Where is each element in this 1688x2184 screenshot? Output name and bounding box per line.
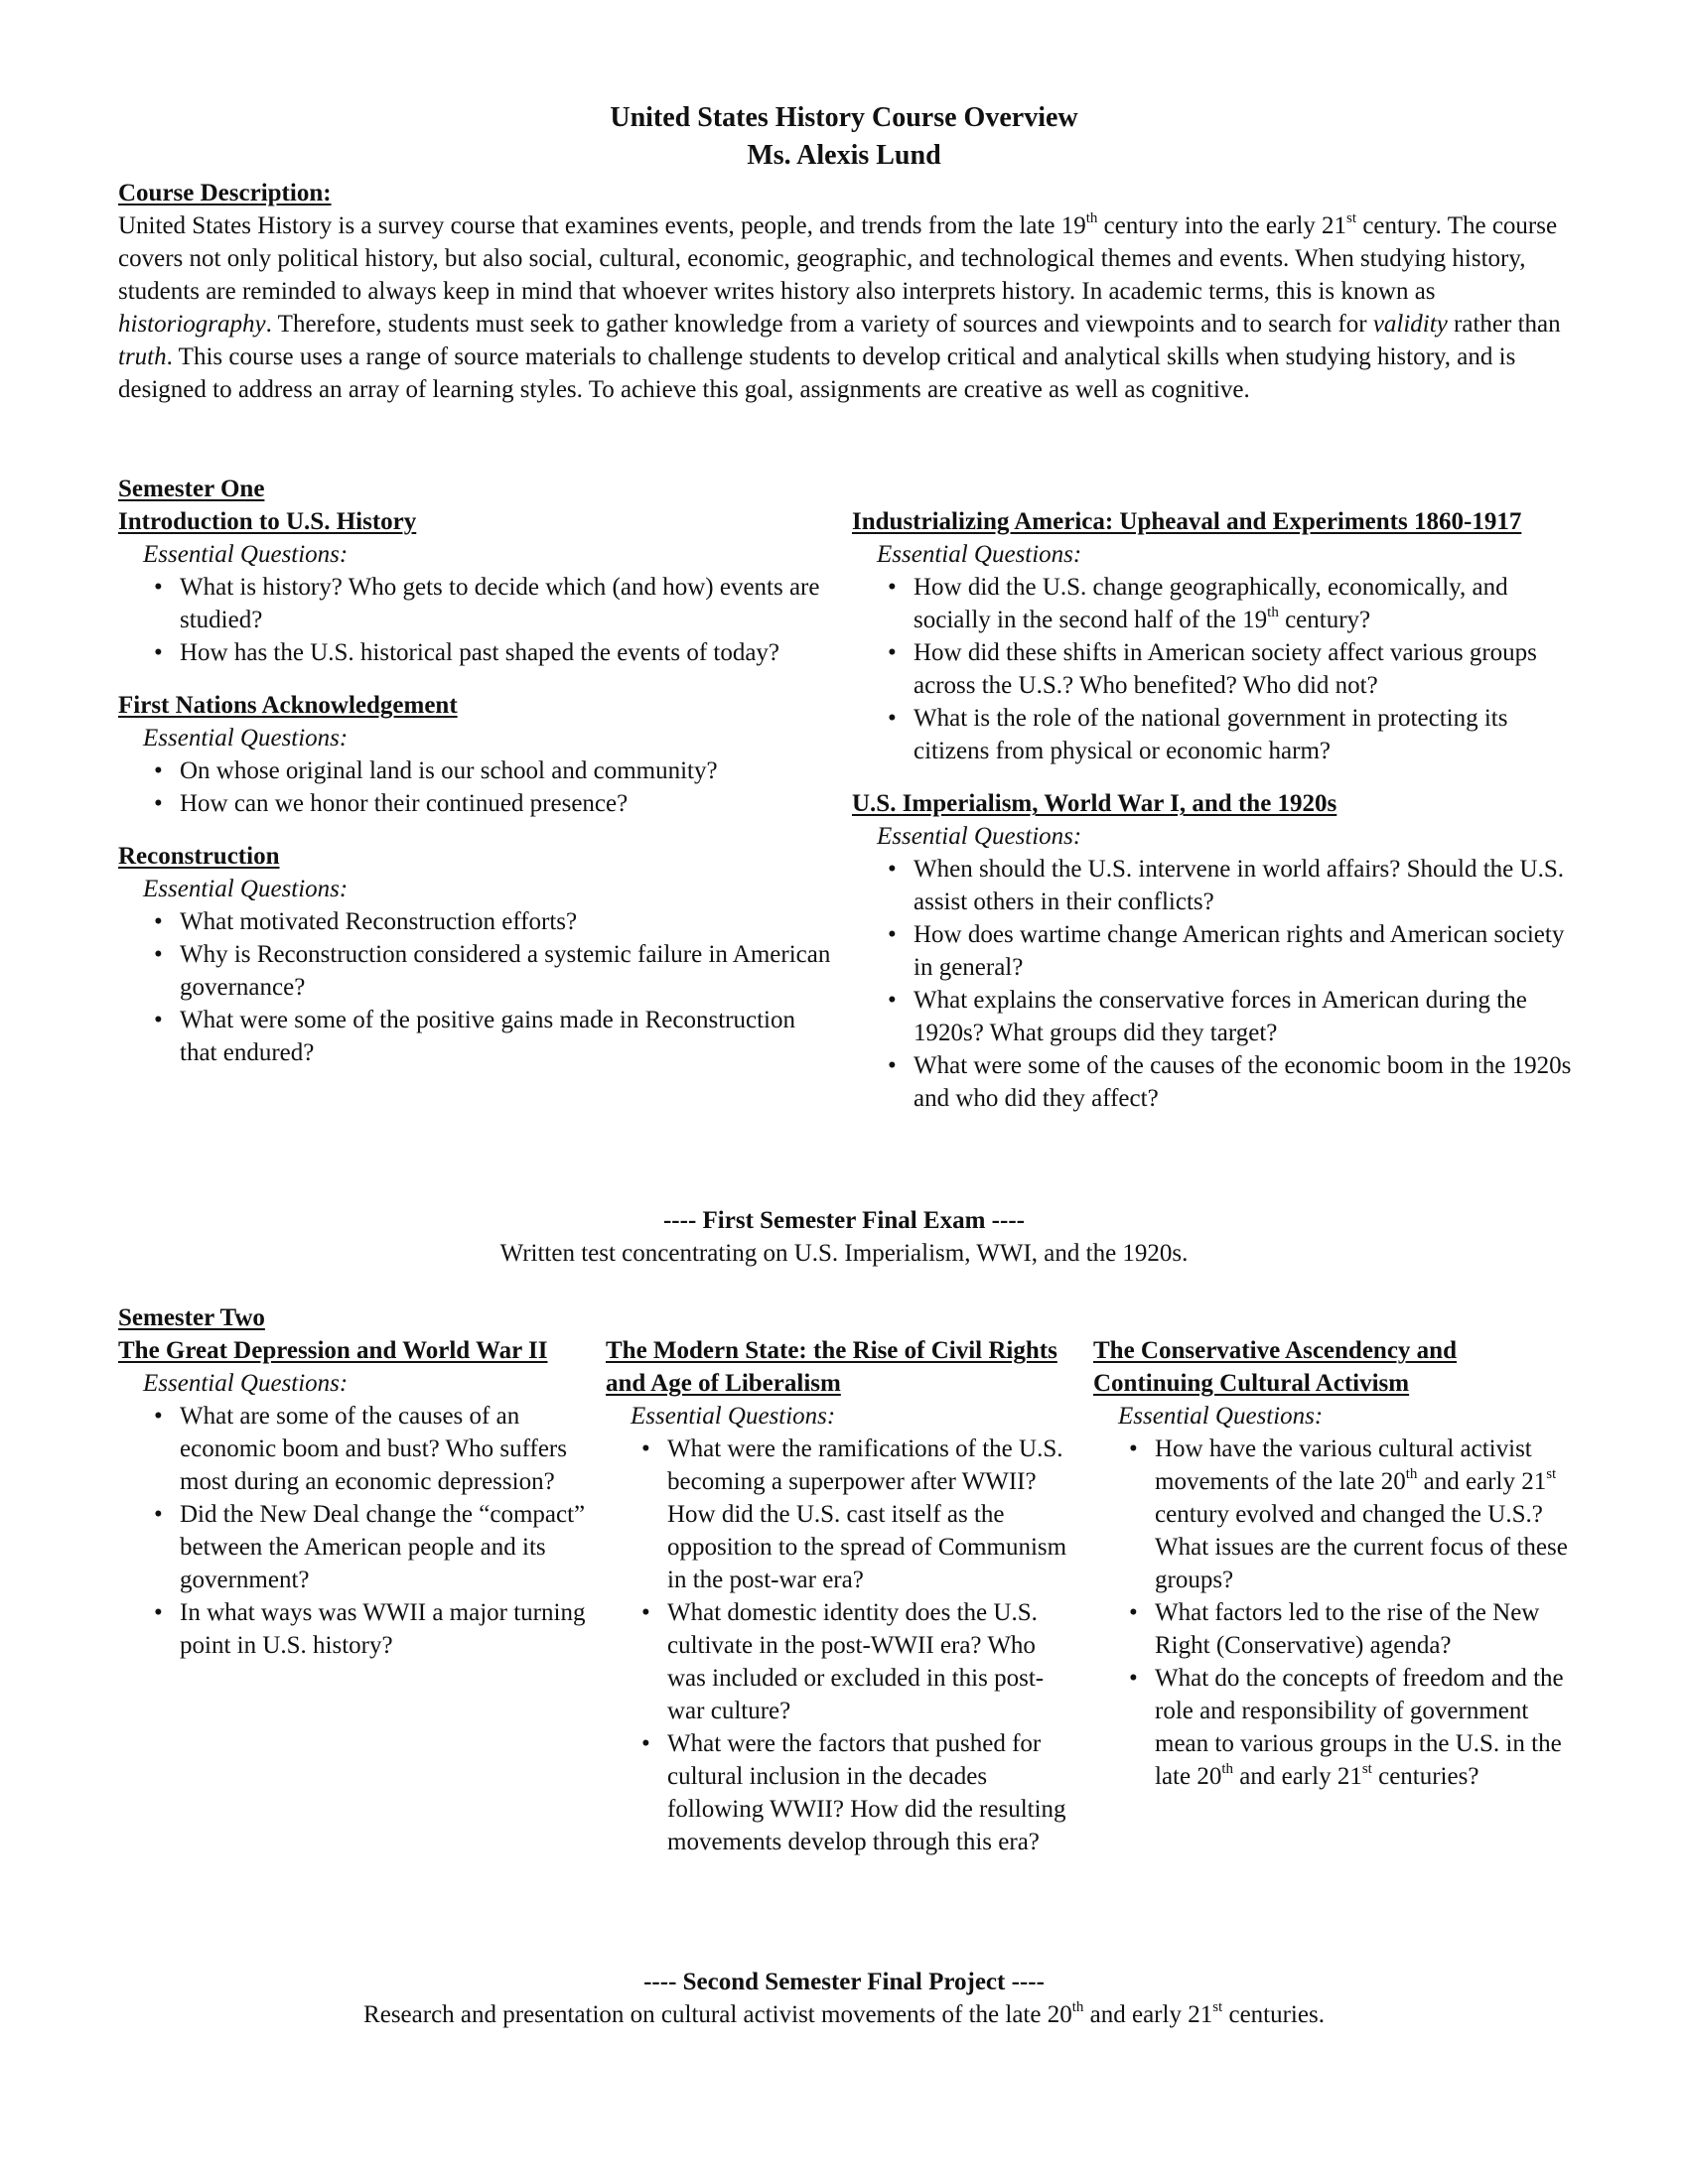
- question-item: • What were some of the causes of the economic boom in the 1920s and who did they affect?: [914, 1049, 1587, 1115]
- unit-title: The Conservative Ascendency and Continuing Cultural Activism: [1093, 1337, 1457, 1397]
- question-item: • What is the role of the national government in protecting its citizens from physical or economic harm?: [914, 702, 1587, 767]
- unit-conservative-ascendency: [1093, 1334, 1580, 1793]
- second-semester-final-title: ---- Second Semester Final Project ----: [643, 1969, 1045, 1995]
- essential-questions-label: Essential Questions:: [631, 1403, 836, 1430]
- unit-title: U.S. Imperialism, World War I, and the 1920s: [852, 790, 1337, 817]
- essential-questions-label: Essential Questions:: [143, 541, 349, 568]
- essential-questions-label: Essential Questions:: [143, 876, 349, 902]
- unit-title: Industrializing America: Upheaval and Experiments 1860-1917: [852, 508, 1522, 535]
- question-list: [852, 571, 1587, 767]
- teacher-name: Ms. Alexis Lund: [747, 140, 941, 171]
- semester-one-right-column: [852, 505, 1587, 1115]
- course-description-text: United States History is a survey course that examines events, people, and trends from the late 19th century into the early 21st century. The course covers not only political history, but also social, cultural, economic, geographic, and technological themes and events. When studying history, students are reminded to always keep in mind that whoever writes history also interprets history. In academic terms, this is known as historiography. Therefore, students must seek to gather knowledge from a variety of sources and viewpoints and to search for validity rather than truth. This course uses a range of source materials to challenge students to develop critical and analytical skills when studying history, and is designed to address an array of learning styles. To achieve this goal, assignments are creative as well as cognitive.: [118, 209, 1561, 403]
- unit-title: Introduction to U.S. History: [118, 508, 417, 535]
- question-item: • What explains the conservative forces in American during the 1920s? What groups did they target?: [914, 984, 1587, 1049]
- course-description: [118, 177, 1570, 406]
- question-item: • Why is Reconstruction considered a systemic failure in American governance?: [180, 938, 833, 1004]
- semester-two-heading: Semester Two: [118, 1304, 265, 1331]
- question-list: [118, 754, 833, 820]
- question-item: • When should the U.S. intervene in world affairs? Should the U.S. assist others in their conflicts?: [914, 853, 1587, 918]
- question-item: • How have the various cultural activist movements of the late 20th and early 21st century evolved and changed the U.S.? What issues are the current focus of these groups?: [1155, 1433, 1580, 1596]
- first-semester-final-text: Written test concentrating on U.S. Imperialism, WWI, and the 1920s.: [499, 1240, 1189, 1267]
- question-list: [118, 905, 833, 1069]
- question-item: • What were the factors that pushed for cultural inclusion in the decades following WWII? How did the resulting movements develop through this era?: [667, 1727, 1077, 1858]
- unit-title: First Nations Acknowledgement: [118, 692, 458, 719]
- unit-imperialism: [852, 787, 1587, 1115]
- question-list: [118, 571, 833, 669]
- unit-title: The Great Depression and World War II: [118, 1337, 548, 1364]
- semester-one-heading: Semester One: [118, 476, 265, 502]
- first-semester-final-title: ---- First Semester Final Exam ----: [662, 1207, 1025, 1234]
- essential-questions-label: Essential Questions:: [143, 1370, 349, 1397]
- question-item: • What are some of the causes of an economic boom and bust? Who suffers most during an economic depression?: [180, 1400, 590, 1498]
- question-item: • How has the U.S. historical past shaped the events of today?: [180, 636, 833, 669]
- semester-one-left-column: [118, 473, 833, 1069]
- question-item: • What do the concepts of freedom and the role and responsibility of government mean to various groups in the U.S. in the late 20th and early 21st centuries?: [1155, 1662, 1580, 1793]
- document-title: United States History Course Overview: [610, 102, 1078, 133]
- question-item: • What factors led to the rise of the New Right (Conservative) agenda?: [1155, 1596, 1580, 1662]
- question-item: • In what ways was WWII a major turning point in U.S. history?: [180, 1596, 590, 1662]
- question-item: • How can we honor their continued presence?: [180, 787, 833, 820]
- unit-intro: [118, 505, 833, 669]
- essential-questions-label: Essential Questions:: [143, 725, 349, 751]
- question-item: • What domestic identity does the U.S. cultivate in the post-WWII era? Who was included or excluded in this post-war culture?: [667, 1596, 1077, 1727]
- unit-industrializing: [852, 505, 1587, 767]
- unit-reconstruction: [118, 840, 833, 1069]
- question-list: [1093, 1433, 1580, 1793]
- unit-great-depression: [118, 1334, 590, 1662]
- question-item: • How does wartime change American rights and American society in general?: [914, 918, 1587, 984]
- question-list: [852, 853, 1587, 1115]
- question-list: [118, 1400, 590, 1662]
- question-item: • What were some of the positive gains made in Reconstruction that endured?: [180, 1004, 833, 1069]
- unit-first-nations: [118, 689, 833, 820]
- unit-modern-state: [606, 1334, 1077, 1858]
- essential-questions-label: Essential Questions:: [877, 823, 1082, 850]
- essential-questions-label: Essential Questions:: [877, 541, 1082, 568]
- unit-title: The Modern State: the Rise of Civil Rights and Age of Liberalism: [606, 1337, 1057, 1397]
- question-item: • What were the ramifications of the U.S. becoming a superpower after WWII? How did the U.S. cast itself as the opposition to the spread of Communism in the post-war era?: [667, 1433, 1077, 1596]
- question-item: • How did the U.S. change geographically, economically, and socially in the second half of the 19th century?: [914, 571, 1587, 636]
- second-semester-final-text: Research and presentation on cultural activist movements of the late 20th and early 21st centuries.: [363, 1998, 1325, 2028]
- course-description-heading: Course Description:: [118, 180, 332, 206]
- question-item: • What is history? Who gets to decide which (and how) events are studied?: [180, 571, 833, 636]
- question-item: • On whose original land is our school and community?: [180, 754, 833, 787]
- essential-questions-label: Essential Questions:: [1118, 1403, 1324, 1430]
- question-item: • Did the New Deal change the “compact” between the American people and its government?: [180, 1498, 590, 1596]
- question-item: • How did these shifts in American society affect various groups across the U.S.? Who benefited? Who did not?: [914, 636, 1587, 702]
- unit-title: Reconstruction: [118, 843, 280, 870]
- question-list: [606, 1433, 1077, 1858]
- question-item: • What motivated Reconstruction efforts?: [180, 905, 833, 938]
